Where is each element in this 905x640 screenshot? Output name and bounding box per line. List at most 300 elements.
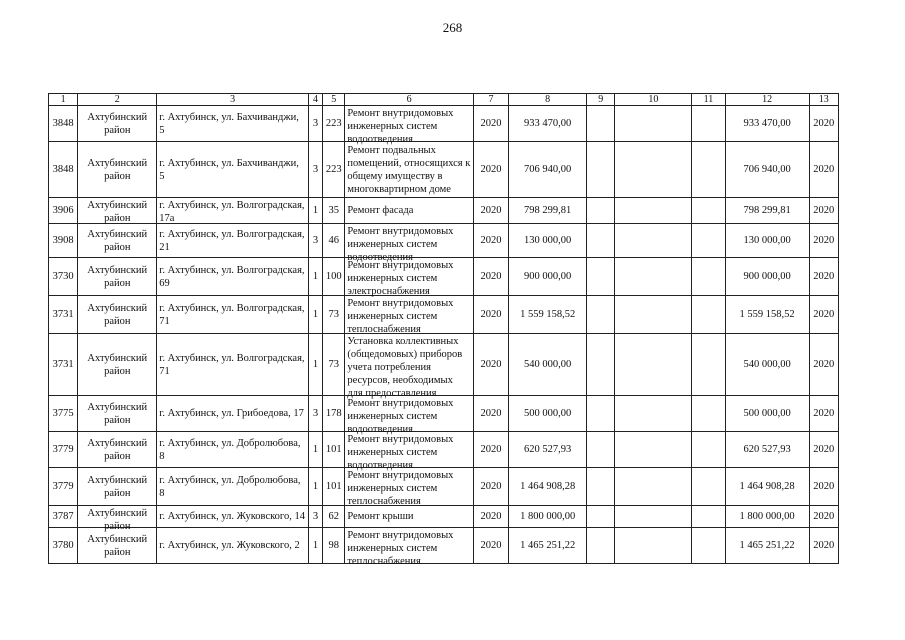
- work-type-cell: [345, 198, 473, 224]
- year-cell-text: 2020: [480, 271, 502, 282]
- year-cell: [473, 432, 508, 468]
- cost-cell-text: 1 800 000,00: [520, 511, 576, 522]
- table-row: [49, 258, 839, 296]
- empty-col-10: [615, 258, 692, 296]
- row-id-text: 3779: [52, 444, 74, 455]
- row-id-text: 3908: [52, 235, 74, 246]
- total-cell-text: 620 527,93: [743, 444, 791, 455]
- apartments-cell: [323, 468, 345, 506]
- work-type-cell-text: Ремонт внутридомовых инженерных систем теплоснабжения: [347, 297, 454, 335]
- work-type-cell: [345, 506, 473, 528]
- year-cell-text: 2020: [480, 118, 502, 129]
- address-cell-text: г. Ахтубинск, ул. Бахчиванджи, 5: [159, 111, 299, 136]
- row-id-text: 3775: [52, 408, 74, 419]
- address-cell: [157, 334, 309, 396]
- address-cell-text: г. Ахтубинск, ул. Волгоградская, 17а: [159, 199, 305, 224]
- district-cell: [78, 506, 157, 532]
- floors-cell: [308, 506, 322, 528]
- address-cell-text: г. Ахтубинск, ул. Грибоедова, 17: [159, 408, 304, 419]
- completion-year-cell-text: 2020: [813, 481, 835, 492]
- address-cell: [157, 296, 309, 334]
- total-cell-text: 1 559 158,52: [739, 309, 795, 320]
- district-cell: [78, 258, 157, 296]
- cost-cell-text: 1 559 158,52: [520, 309, 576, 320]
- empty-col-10: [615, 468, 692, 506]
- cost-cell-text: 620 527,93: [524, 444, 572, 455]
- total-cell-text: 900 000,00: [743, 271, 791, 282]
- district-cell-text: Ахтубинский район: [87, 401, 148, 426]
- apartments-cell-text: 62: [328, 511, 339, 522]
- completion-year-cell: [809, 396, 838, 432]
- row-id-text: 3906: [52, 205, 74, 216]
- empty-col-10: [615, 506, 692, 528]
- cost-cell: [509, 258, 587, 296]
- floors-cell: [308, 198, 322, 224]
- column-header-2: 2: [78, 94, 157, 106]
- floors-cell: [308, 396, 322, 432]
- total-cell-text: 1 800 000,00: [739, 511, 795, 522]
- empty-col-9: [587, 334, 615, 396]
- work-type-cell-text: Установка коллективных (общедомовых) приборов учета потребления ресурсов, необходимых для предоставления: [347, 335, 463, 399]
- cost-cell: [509, 142, 587, 198]
- completion-year-cell-text: 2020: [813, 444, 835, 455]
- apartments-cell-text: 100: [325, 271, 342, 282]
- district-cell-text: Ахтубинский район: [87, 474, 148, 499]
- apartments-cell: [323, 296, 345, 334]
- floors-cell: [308, 334, 322, 396]
- empty-col-11: [692, 258, 725, 296]
- column-header-1: 1: [49, 94, 78, 106]
- row-id: [49, 468, 78, 506]
- total-cell: [725, 198, 809, 224]
- row-id-text: 3730: [52, 271, 74, 282]
- table-row: [49, 528, 839, 564]
- total-cell: [725, 528, 809, 564]
- cost-cell: [509, 106, 587, 142]
- apartments-cell-text: 101: [325, 481, 342, 492]
- district-cell-text: Ахтубинский район: [87, 157, 148, 182]
- total-cell: [725, 506, 809, 528]
- cost-cell: [509, 334, 587, 396]
- row-id-text: 3848: [52, 164, 74, 175]
- apartments-cell: [323, 396, 345, 432]
- district-cell-text: Ахтубинский район: [87, 507, 148, 532]
- header-row: [49, 94, 839, 106]
- district-cell: [78, 224, 157, 258]
- work-type-cell: [345, 528, 473, 567]
- floors-cell-text: 1: [312, 309, 319, 320]
- empty-col-9: [587, 142, 615, 198]
- work-type-cell-text: Ремонт подвальных помещений, относящихся к общему имуществу в многоквартирном доме: [347, 144, 471, 195]
- total-cell: [725, 334, 809, 396]
- empty-col-11: [692, 528, 725, 564]
- cost-cell-text: 933 470,00: [524, 118, 572, 129]
- year-cell-text: 2020: [480, 164, 502, 175]
- year-cell: [473, 224, 508, 258]
- empty-col-9: [587, 296, 615, 334]
- apartments-cell: [323, 432, 345, 468]
- cost-cell: [509, 528, 587, 564]
- total-cell-text: 500 000,00: [743, 408, 791, 419]
- empty-col-9: [587, 198, 615, 224]
- completion-year-cell: [809, 468, 838, 506]
- district-cell-text: Ахтубинский район: [87, 199, 148, 224]
- work-type-cell: [345, 334, 473, 399]
- floors-cell-text: 1: [312, 540, 319, 551]
- cost-cell-text: 706 940,00: [524, 164, 572, 175]
- empty-col-11: [692, 396, 725, 432]
- column-header-3: 3: [157, 94, 309, 106]
- year-cell: [473, 296, 508, 334]
- year-cell-text: 2020: [480, 511, 502, 522]
- cost-cell: [509, 468, 587, 506]
- address-cell-text: г. Ахтубинск, ул. Жуковского, 14: [159, 511, 305, 522]
- address-cell: [157, 198, 309, 224]
- work-type-cell: [345, 106, 473, 145]
- column-header-13: 13: [809, 94, 838, 106]
- column-header-5: 5: [323, 94, 345, 106]
- work-type-cell: [345, 258, 473, 296]
- row-id: [49, 142, 78, 198]
- apartments-cell-text: 35: [328, 205, 339, 216]
- year-cell-text: 2020: [480, 444, 502, 455]
- district-cell: [78, 432, 157, 468]
- floors-cell: [308, 142, 322, 198]
- district-cell: [78, 142, 157, 198]
- floors-cell: [308, 528, 322, 564]
- work-type-cell: [345, 468, 473, 506]
- completion-year-cell-text: 2020: [813, 540, 835, 551]
- page-number: 268: [442, 20, 463, 35]
- address-cell-text: г. Ахтубинск, ул. Волгоградская, 71: [159, 352, 305, 377]
- apartments-cell: [323, 334, 345, 396]
- year-cell: [473, 142, 508, 198]
- district-cell: [78, 106, 157, 142]
- apartments-cell-text: 178: [325, 408, 342, 419]
- completion-year-cell: [809, 106, 838, 142]
- row-id: [49, 198, 78, 224]
- empty-col-10: [615, 334, 692, 396]
- table-row: [49, 396, 839, 432]
- floors-cell: [308, 224, 322, 258]
- row-id: [49, 334, 78, 396]
- empty-col-9: [587, 106, 615, 142]
- year-cell-text: 2020: [480, 359, 502, 370]
- column-header-12: 12: [725, 94, 809, 106]
- empty-col-9: [587, 528, 615, 564]
- work-type-cell: [345, 432, 473, 471]
- empty-col-11: [692, 334, 725, 396]
- table-row: [49, 432, 839, 468]
- completion-year-cell-text: 2020: [813, 511, 835, 522]
- total-cell: [725, 258, 809, 296]
- table-row: [49, 224, 839, 258]
- apartments-cell: [323, 258, 345, 296]
- district-cell-text: Ахтубинский район: [87, 302, 148, 327]
- cost-cell: [509, 296, 587, 334]
- column-header-11: 11: [692, 94, 725, 106]
- table-row: [49, 506, 839, 528]
- district-cell: [78, 396, 157, 432]
- floors-cell-text: 3: [312, 408, 319, 419]
- floors-cell-text: 1: [312, 444, 319, 455]
- year-cell: [473, 506, 508, 528]
- address-cell-text: г. Ахтубинск, ул. Волгоградская, 71: [159, 302, 305, 327]
- table-body: [49, 106, 839, 567]
- district-cell: [78, 528, 157, 564]
- total-cell: [725, 142, 809, 198]
- completion-year-cell: [809, 528, 838, 564]
- empty-col-11: [692, 468, 725, 506]
- row-id: [49, 224, 78, 258]
- district-cell: [78, 198, 157, 224]
- year-cell: [473, 528, 508, 564]
- row-id: [49, 106, 78, 142]
- empty-col-11: [692, 506, 725, 528]
- cost-cell-text: 1 464 908,28: [520, 481, 576, 492]
- total-cell-text: 1 465 251,22: [739, 540, 795, 551]
- column-header-7: 7: [473, 94, 508, 106]
- district-cell: [78, 296, 157, 334]
- address-cell-text: г. Ахтубинск, ул. Добролюбова, 8: [159, 474, 301, 499]
- address-cell: [157, 258, 309, 296]
- address-cell-text: г. Ахтубинск, ул. Волгоградская, 21: [159, 228, 305, 253]
- floors-cell-text: 3: [312, 164, 319, 175]
- table-row: [49, 334, 839, 396]
- row-id: [49, 432, 78, 468]
- cost-cell-text: 130 000,00: [524, 235, 572, 246]
- year-cell: [473, 396, 508, 432]
- address-cell: [157, 432, 309, 468]
- year-cell: [473, 334, 508, 396]
- floors-cell-text: 1: [312, 359, 319, 370]
- total-cell-text: 130 000,00: [743, 235, 791, 246]
- column-header-10: 10: [615, 94, 692, 106]
- work-type-cell-text: Ремонт внутридомовых инженерных систем водоотведения: [347, 225, 454, 263]
- apartments-cell-text: 98: [328, 540, 339, 551]
- floors-cell: [308, 106, 322, 142]
- row-id-text: 3848: [52, 118, 74, 129]
- row-id-text: 3780: [52, 540, 74, 551]
- year-cell: [473, 258, 508, 296]
- floors-cell: [308, 296, 322, 334]
- column-header-9: 9: [587, 94, 615, 106]
- row-id: [49, 258, 78, 296]
- total-cell-text: 798 299,81: [743, 205, 791, 216]
- apartments-cell: [323, 224, 345, 258]
- empty-col-10: [615, 528, 692, 564]
- completion-year-cell-text: 2020: [813, 235, 835, 246]
- row-id-text: 3779: [52, 481, 74, 492]
- empty-col-11: [692, 432, 725, 468]
- work-type-cell: [345, 142, 473, 198]
- apartments-cell: [323, 198, 345, 224]
- empty-col-11: [692, 106, 725, 142]
- completion-year-cell-text: 2020: [813, 309, 835, 320]
- district-cell-text: Ахтубинский район: [87, 228, 148, 253]
- table-row: [49, 468, 839, 506]
- completion-year-cell: [809, 506, 838, 528]
- year-cell-text: 2020: [480, 408, 502, 419]
- year-cell: [473, 106, 508, 142]
- total-cell: [725, 432, 809, 468]
- total-cell-text: 706 940,00: [743, 164, 791, 175]
- district-cell: [78, 468, 157, 506]
- district-cell-text: Ахтубинский район: [87, 352, 148, 377]
- address-cell: [157, 396, 309, 432]
- cost-cell-text: 900 000,00: [524, 271, 572, 282]
- total-cell: [725, 224, 809, 258]
- year-cell-text: 2020: [480, 235, 502, 246]
- work-type-cell-text: Ремонт фасада: [347, 205, 414, 216]
- table-row: [49, 296, 839, 334]
- district-cell-text: Ахтубинский район: [87, 111, 148, 136]
- completion-year-cell: [809, 142, 838, 198]
- work-type-cell-text: Ремонт внутридомовых инженерных систем водоотведения: [347, 107, 454, 145]
- address-cell: [157, 106, 309, 142]
- empty-col-11: [692, 296, 725, 334]
- table-row: [49, 106, 839, 142]
- row-id-text: 3731: [52, 359, 74, 370]
- year-cell: [473, 468, 508, 506]
- floors-cell-text: 3: [312, 118, 319, 129]
- work-type-cell-text: Ремонт крыши: [347, 511, 414, 522]
- total-cell: [725, 296, 809, 334]
- total-cell-text: 933 470,00: [743, 118, 791, 129]
- year-cell-text: 2020: [480, 205, 502, 216]
- work-type-cell-text: Ремонт внутридомовых инженерных систем водоотведения: [347, 433, 454, 471]
- address-cell: [157, 506, 309, 528]
- address-cell-text: г. Ахтубинск, ул. Жуковского, 2: [159, 540, 300, 551]
- work-type-cell-text: Ремонт внутридомовых инженерных систем водоотведения: [347, 397, 454, 435]
- total-cell: [725, 396, 809, 432]
- empty-col-10: [615, 396, 692, 432]
- apartments-cell-text: 101: [325, 444, 342, 455]
- row-id: [49, 296, 78, 334]
- empty-col-10: [615, 106, 692, 142]
- column-header-6: 6: [345, 94, 473, 106]
- empty-col-10: [615, 432, 692, 468]
- floors-cell-text: 1: [312, 205, 319, 216]
- completion-year-cell-text: 2020: [813, 118, 835, 129]
- apartments-cell: [323, 142, 345, 198]
- district-cell-text: Ахтубинский район: [87, 437, 148, 462]
- completion-year-cell: [809, 258, 838, 296]
- work-type-cell-text: Ремонт внутридомовых инженерных систем электроснабжения: [347, 259, 454, 297]
- year-cell: [473, 198, 508, 224]
- floors-cell-text: 1: [312, 481, 319, 492]
- floors-cell-text: 3: [312, 235, 319, 246]
- column-header-4: 4: [308, 94, 322, 106]
- address-cell-text: г. Ахтубинск, ул. Добролюбова, 8: [159, 437, 301, 462]
- apartments-cell: [323, 506, 345, 528]
- empty-col-11: [692, 142, 725, 198]
- row-id: [49, 506, 78, 528]
- floors-cell: [308, 258, 322, 296]
- repair-schedule-table: [48, 93, 839, 567]
- district-cell-text: Ахтубинский район: [87, 533, 148, 558]
- address-cell: [157, 142, 309, 198]
- year-cell-text: 2020: [480, 309, 502, 320]
- apartments-cell-text: 223: [325, 164, 342, 175]
- cost-cell: [509, 432, 587, 468]
- empty-col-9: [587, 432, 615, 468]
- work-type-cell: [345, 224, 473, 263]
- apartments-cell-text: 223: [325, 118, 342, 129]
- cost-cell: [509, 198, 587, 224]
- total-cell: [725, 106, 809, 142]
- address-cell-text: г. Ахтубинск, ул. Бахчиванджи, 5: [159, 157, 299, 182]
- address-cell: [157, 224, 309, 258]
- empty-col-11: [692, 224, 725, 258]
- total-cell: [725, 468, 809, 506]
- row-id: [49, 528, 78, 564]
- cost-cell-text: 798 299,81: [524, 205, 572, 216]
- apartments-cell-text: 73: [328, 309, 339, 320]
- work-type-cell-text: Ремонт внутридомовых инженерных систем теплоснабжения: [347, 529, 454, 567]
- floors-cell-text: 3: [312, 511, 319, 522]
- apartments-cell: [323, 106, 345, 142]
- floors-cell-text: 1: [312, 271, 319, 282]
- cost-cell: [509, 506, 587, 528]
- completion-year-cell-text: 2020: [813, 359, 835, 370]
- completion-year-cell: [809, 224, 838, 258]
- completion-year-cell-text: 2020: [813, 164, 835, 175]
- district-cell-text: Ахтубинский район: [87, 264, 148, 289]
- completion-year-cell-text: 2020: [813, 205, 835, 216]
- apartments-cell: [323, 528, 345, 564]
- work-type-cell: [345, 296, 473, 334]
- row-id: [49, 396, 78, 432]
- empty-col-10: [615, 224, 692, 258]
- completion-year-cell: [809, 198, 838, 224]
- empty-col-11: [692, 198, 725, 224]
- address-cell: [157, 528, 309, 564]
- empty-col-9: [587, 506, 615, 528]
- cost-cell-text: 1 465 251,22: [520, 540, 576, 551]
- completion-year-cell-text: 2020: [813, 408, 835, 419]
- total-cell-text: 540 000,00: [743, 359, 791, 370]
- column-header-8: 8: [509, 94, 587, 106]
- empty-col-9: [587, 468, 615, 506]
- table-row: [49, 142, 839, 198]
- apartments-cell-text: 46: [328, 235, 339, 246]
- row-id-text: 3731: [52, 309, 74, 320]
- table-row: [49, 198, 839, 224]
- cost-cell-text: 540 000,00: [524, 359, 572, 370]
- cost-cell-text: 500 000,00: [524, 408, 572, 419]
- apartments-cell-text: 73: [328, 359, 339, 370]
- cost-cell: [509, 396, 587, 432]
- year-cell-text: 2020: [480, 481, 502, 492]
- cost-cell: [509, 224, 587, 258]
- empty-col-9: [587, 396, 615, 432]
- completion-year-cell-text: 2020: [813, 271, 835, 282]
- address-cell-text: г. Ахтубинск, ул. Волгоградская, 69: [159, 264, 305, 289]
- work-type-cell-text: Ремонт внутридомовых инженерных систем теплоснабжения: [347, 469, 454, 507]
- empty-col-9: [587, 258, 615, 296]
- row-id-text: 3787: [52, 511, 74, 522]
- district-cell: [78, 334, 157, 396]
- empty-col-9: [587, 224, 615, 258]
- completion-year-cell: [809, 296, 838, 334]
- floors-cell: [308, 468, 322, 506]
- work-type-cell: [345, 396, 473, 435]
- floors-cell: [308, 432, 322, 468]
- year-cell-text: 2020: [480, 540, 502, 551]
- empty-col-10: [615, 296, 692, 334]
- completion-year-cell: [809, 334, 838, 396]
